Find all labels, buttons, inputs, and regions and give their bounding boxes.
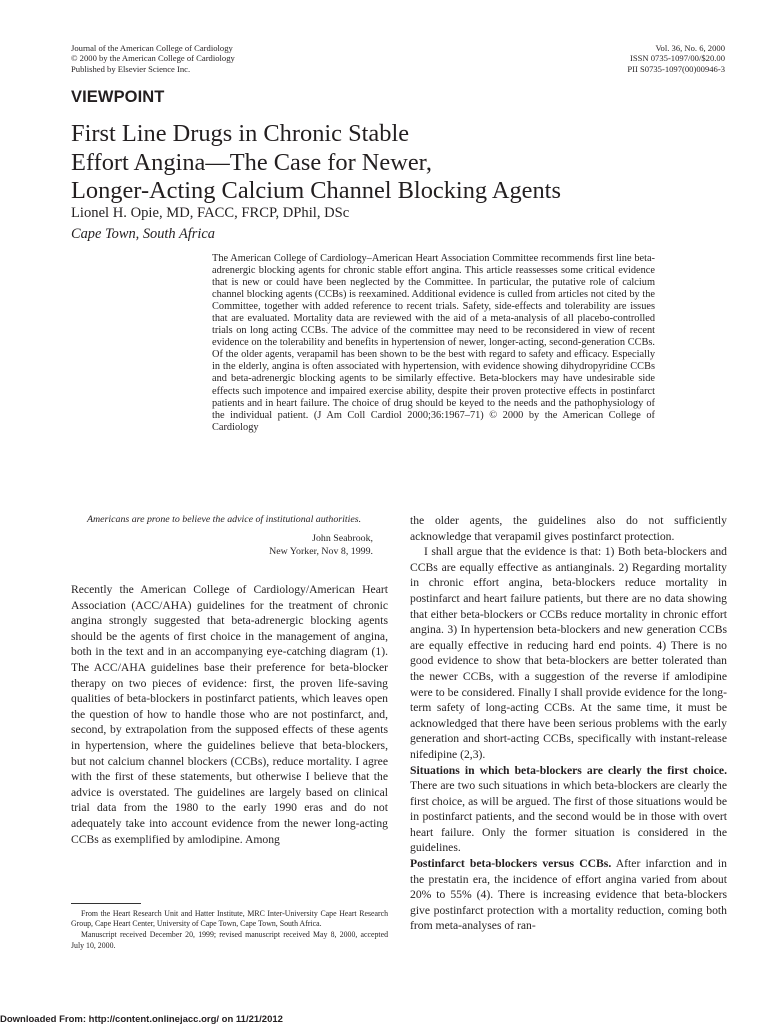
left-column bbox=[71, 582, 388, 847]
footnote-divider bbox=[71, 903, 141, 904]
title-line: Longer-Acting Calcium Channel Blocking Agents bbox=[71, 177, 561, 205]
journal-header bbox=[71, 43, 401, 74]
abstract: The American College of Cardiology–American Heart Association Committee recommends first line beta-adrenergic blocking agents for chronic stable effort angina. This article reassesses some critical evidence that is new or could have been neglected by the Committee. In particular, the putative role of calcium channel blocking agents (CCBs) is reexamined. Additional evidence is culled from articles not cited by the Committee, together with added reference to recent trials. Safety, side-effects and tolerability are issues that are evaluated. Mortality data are reviewed with the aid of a meta-analysis of all placebo-controlled trials on long acting CCBs. The advice of the committee may need to be reconsidered in view of recent evidence on the tolerability and benefits in hypertension of newer, longer-acting, second-generation CCBs. Of the older agents, verapamil has been shown to be the best with regard to safety and efficacy. Especially in the elderly, angina is often associated with hypertension, with evidence showing dihydropyridine CCBs and beta-adrenergic blocking agents to be similarly effective. Beta-blockers may have undesirable side effects such impotence and impaired exercise ability, despite their proven protective effects in postinfarct patients and in heart failure. The choice of drug should be keyed to the needs and the pathophysiology of the individual patient. (J Am Coll Cardiol 2000;36:1967–71) © 2000 by the American College of Cardiology bbox=[212, 253, 655, 433]
paragraph-text: There are two such situations in which beta-blockers are clearly the first choice, as will be argued. The first of those situations would be in postinfarct patients, and the second would be in those with overt heart failure. Only the former situation is considered in the guidelines. bbox=[410, 779, 727, 855]
epigraph-author: John Seabrook, bbox=[312, 533, 373, 544]
right-column bbox=[410, 513, 727, 934]
epigraph-source bbox=[87, 532, 373, 558]
affiliation: Cape Town, South Africa bbox=[71, 226, 215, 242]
volume-line: Vol. 36, No. 6, 2000 bbox=[655, 43, 725, 53]
download-notice: Downloaded From: http://content.onlinejacc.org/ on 11/21/2012 bbox=[0, 1014, 283, 1025]
epigraph bbox=[87, 513, 373, 558]
section-label: VIEWPOINT bbox=[71, 88, 165, 106]
title-line: First Line Drugs in Chronic Stable bbox=[71, 120, 410, 147]
footnote-dates: Manuscript received December 20, 1999; revised manuscript received May 8, 2000, accepted July 10, 2000. bbox=[71, 930, 388, 950]
article-title bbox=[71, 120, 751, 206]
body-paragraph: Recently the American College of Cardiology/American Heart Association (ACC/AHA) guidelines for the treatment of chronic angina strongly suggested that beta-adrenergic blocking agents should be the agents of first choice in the management of angina, both in the text and in an accompanying eye-catching diagram (1). The ACC/AHA guidelines base their preference for beta-blocker therapy on two pieces of evidence: first, the proven life-saving qualities of beta-blockers in postinfarct patients, which leaves open the question of how to handle those who are not postinfarct, and, second, by extrapolation from the supposed effects of these agents in hypertension, where the guidelines believe that beta-blockers, but not calcium channel blockers (CCBs), reduce mortality. I agree with the first of these statements, but otherwise I believe that the advice is overstated. The guidelines are largely based on clinical trial data from the 1980 to the early 1990 eras and do not adequately take into account evidence from the newer long-acting CCBs as exemplified by amlodipine. Among bbox=[71, 583, 388, 846]
run-in-heading: Postinfarct beta-blockers versus CCBs. bbox=[410, 857, 612, 871]
issue-info bbox=[445, 43, 725, 74]
footnote bbox=[71, 909, 388, 952]
epigraph-quote: Americans are prone to believe the advice of institutional authorities. bbox=[87, 514, 362, 525]
body-paragraph: I shall argue that the evidence is that: 1) Both beta-blockers and CCBs are equally effective as antianginals. 2) Regarding mortality in chronic effort angina, beta-blockers reduce mortality in postinfarct and heart failure patients, but there are no data showing that either beta-blockers or CCBs reduce mortality in chronic effort angina. 3) In hypertension beta-blockers and new generation CCBs are equally effective in reducing hard end points. 4) There is no good evidence to show that beta-blockers are better tolerated than the newer CCBs, with a suggestion of the reverse if amlodipine were to be considered. Finally I shall provide evidence for the long-term safety of long-acting CCBs. At the same time, it must be acknowledged that there have been serious problems with the early generation and short-acting CCBs, specifically with instant-release nifedipine (2,3). bbox=[410, 545, 727, 761]
title-line: Effort Angina—The Case for Newer, bbox=[71, 148, 432, 176]
paragraph-text: After infarction and in the prestatin era, the incidence of effort angina varied from about 20% to 55% (4). There is increasing evidence that beta-blockers give postinfarct protection with a mortality reduction, coming both from meta-analyses of ran- bbox=[410, 857, 727, 933]
epigraph-citation: New Yorker, Nov 8, 1999. bbox=[269, 546, 373, 557]
journal-name: Journal of the American College of Cardiology bbox=[71, 43, 233, 53]
author-line: Lionel H. Opie, MD, FACC, FRCP, DPhil, DSc bbox=[71, 205, 350, 221]
body-paragraph: the older agents, the guidelines also do not sufficiently acknowledge that verapamil gives postinfarct protection. bbox=[410, 514, 727, 543]
run-in-heading: Situations in which beta-blockers are clearly the first choice. bbox=[410, 763, 727, 777]
footnote-affiliation: From the Heart Research Unit and Hatter Institute, MRC Inter-University Cape Heart Research Group, Cape Heart Center, University of Cape Town, Cape Town, South Africa. bbox=[71, 909, 388, 929]
pii-line: PII S0735-1097(00)00946-3 bbox=[627, 63, 725, 74]
body-paragraph bbox=[410, 856, 727, 934]
publisher-line: Published by Elsevier Science Inc. bbox=[71, 63, 191, 74]
issn-line: ISSN 0735-1097/00/$20.00 bbox=[629, 53, 725, 64]
copyright-line: © 2000 by the American College of Cardiology bbox=[71, 53, 235, 64]
body-paragraph bbox=[410, 763, 727, 857]
